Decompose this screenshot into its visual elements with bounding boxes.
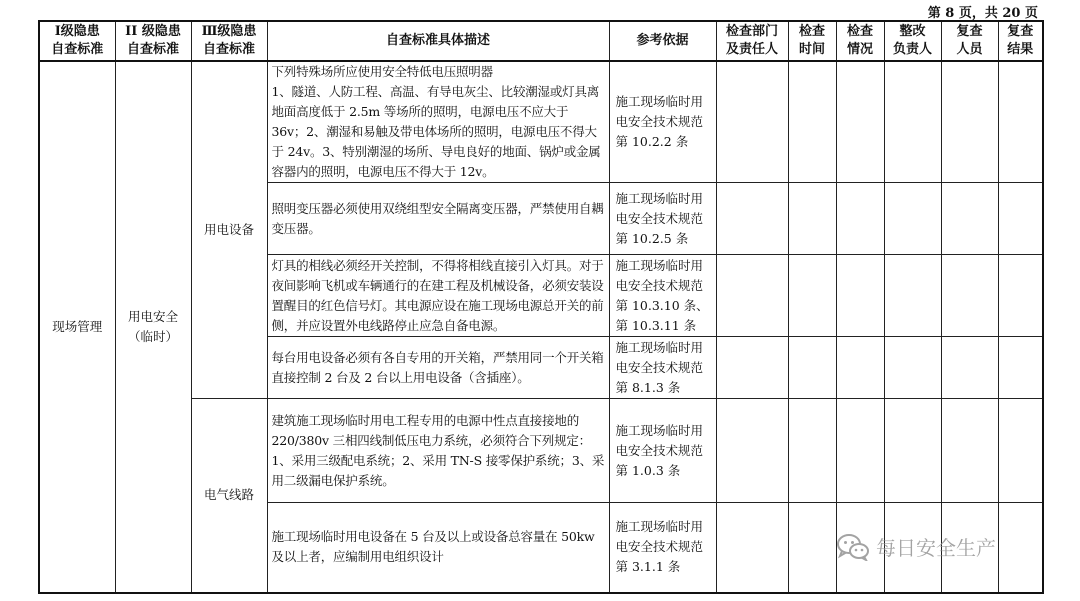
level1-cell: 现场管理 [39,61,115,593]
header-row [39,21,1043,61]
check-dept-cell[interactable] [716,399,788,503]
header-check-status: 检查 情况 [836,21,884,61]
check-time-cell[interactable] [788,183,836,255]
recheck-result-cell[interactable] [998,503,1043,593]
rectify-owner-cell[interactable] [884,255,941,337]
rectify-owner-cell[interactable] [884,337,941,399]
hazard-checklist-table [38,20,1044,594]
description-cell: 照明变压器必须使用双绕组型安全隔离变压器，严禁使用自耦变压器。 [267,183,609,255]
recheck-result-cell[interactable] [998,183,1043,255]
check-dept-cell[interactable] [716,503,788,593]
header-level3: Ⅲ级隐患 自查标准 [191,21,267,61]
check-dept-cell[interactable] [716,183,788,255]
table-row [39,61,1043,183]
recheck-person-cell[interactable] [941,183,998,255]
recheck-result-cell[interactable] [998,255,1043,337]
recheck-person-cell[interactable] [941,337,998,399]
header-rectify-owner: 整改 负责人 [884,21,941,61]
header-check-dept: 检查部门 及责任人 [716,21,788,61]
level2-cell: 用电安全 （临时） [115,61,191,593]
level3-equipment-cell: 用电设备 [191,61,267,399]
description-cell: 下列特殊场所应使用安全特低电压照明器 1、隧道、人防工程、高温、有导电灰尘、比较潮湿或灯具离地面高度低于 2.5m 等场所的照明，电源电压不应大于 36v；2、潮湿和易触及带电体场所的照明，电源电压不得大于 24v。3、特别潮湿的场所、导电良好的地面、锅炉或金属容器内的照明，电源电压不得大于 12v。 [267,61,609,183]
header-level1: Ⅰ级隐患 自查标准 [39,21,115,61]
check-status-cell[interactable] [836,61,884,183]
check-time-cell[interactable] [788,61,836,183]
check-status-cell[interactable] [836,337,884,399]
description-cell: 灯具的相线必须经开关控制，不得将相线直接引入灯具。对于夜间影响飞机或车辆通行的在建工程及机械设备，必须安装设置醒目的红色信号灯。其电源应设在施工现场电源总开关的前侧，并应设置外电线路停止应急自备电源。 [267,255,609,337]
recheck-result-cell[interactable] [998,337,1043,399]
check-dept-cell[interactable] [716,337,788,399]
watermark [836,532,996,561]
reference-cell: 施工现场临时用 电安全技术规范 第 3.1.1 条 [609,503,716,593]
header-description: 自查标准具体描述 [267,21,609,61]
reference-cell: 施工现场临时用 电安全技术规范 第 1.0.3 条 [609,399,716,503]
recheck-person-cell[interactable] [941,255,998,337]
check-time-cell[interactable] [788,399,836,503]
reference-cell: 施工现场临时用 电安全技术规范 第 10.3.10 条、 第 10.3.11 条 [609,255,716,337]
header-reference: 参考依据 [609,21,716,61]
header-recheck-result: 复查 结果 [998,21,1043,61]
recheck-person-cell[interactable] [941,61,998,183]
watermark-text: 每日安全生产 [876,536,996,560]
check-status-cell[interactable] [836,399,884,503]
wechat-icon [836,533,870,561]
rectify-owner-cell[interactable] [884,183,941,255]
check-time-cell[interactable] [788,255,836,337]
recheck-result-cell[interactable] [998,399,1043,503]
page-info: 第 8 页，共 20 页 [927,6,1038,21]
reference-cell: 施工现场临时用 电安全技术规范 第 10.2.5 条 [609,183,716,255]
recheck-result-cell[interactable] [998,61,1043,183]
rectify-owner-cell[interactable] [884,61,941,183]
reference-cell: 施工现场临时用 电安全技术规范 第 8.1.3 条 [609,337,716,399]
header-recheck-person: 复查 人员 [941,21,998,61]
reference-cell: 施工现场临时用 电安全技术规范 第 10.2.2 条 [609,61,716,183]
check-status-cell[interactable] [836,183,884,255]
check-time-cell[interactable] [788,503,836,593]
rectify-owner-cell[interactable] [884,399,941,503]
level3-lines-cell: 电气线路 [191,399,267,593]
description-cell: 建筑施工现场临时用电工程专用的电源中性点直接接地的 220/380v 三相四线制低压电力系统，必须符合下列规定： 1、采用三级配电系统；2、采用 TN-S 接零保护系统；3、采用二级漏电保护系统。 [267,399,609,503]
header-level2: II 级隐患 自查标准 [115,21,191,61]
check-time-cell[interactable] [788,337,836,399]
description-cell: 施工现场临时用电设备在 5 台及以上或设备总容量在 50kw 及以上者，应编制用电组织设计 [267,503,609,593]
check-dept-cell[interactable] [716,255,788,337]
check-status-cell[interactable] [836,255,884,337]
check-dept-cell[interactable] [716,61,788,183]
description-cell: 每台用电设备必须有各自专用的开关箱，严禁用同一个开关箱直接控制 2 台及 2 台以上用电设备（含插座）。 [267,337,609,399]
header-check-time: 检查 时间 [788,21,836,61]
recheck-person-cell[interactable] [941,399,998,503]
